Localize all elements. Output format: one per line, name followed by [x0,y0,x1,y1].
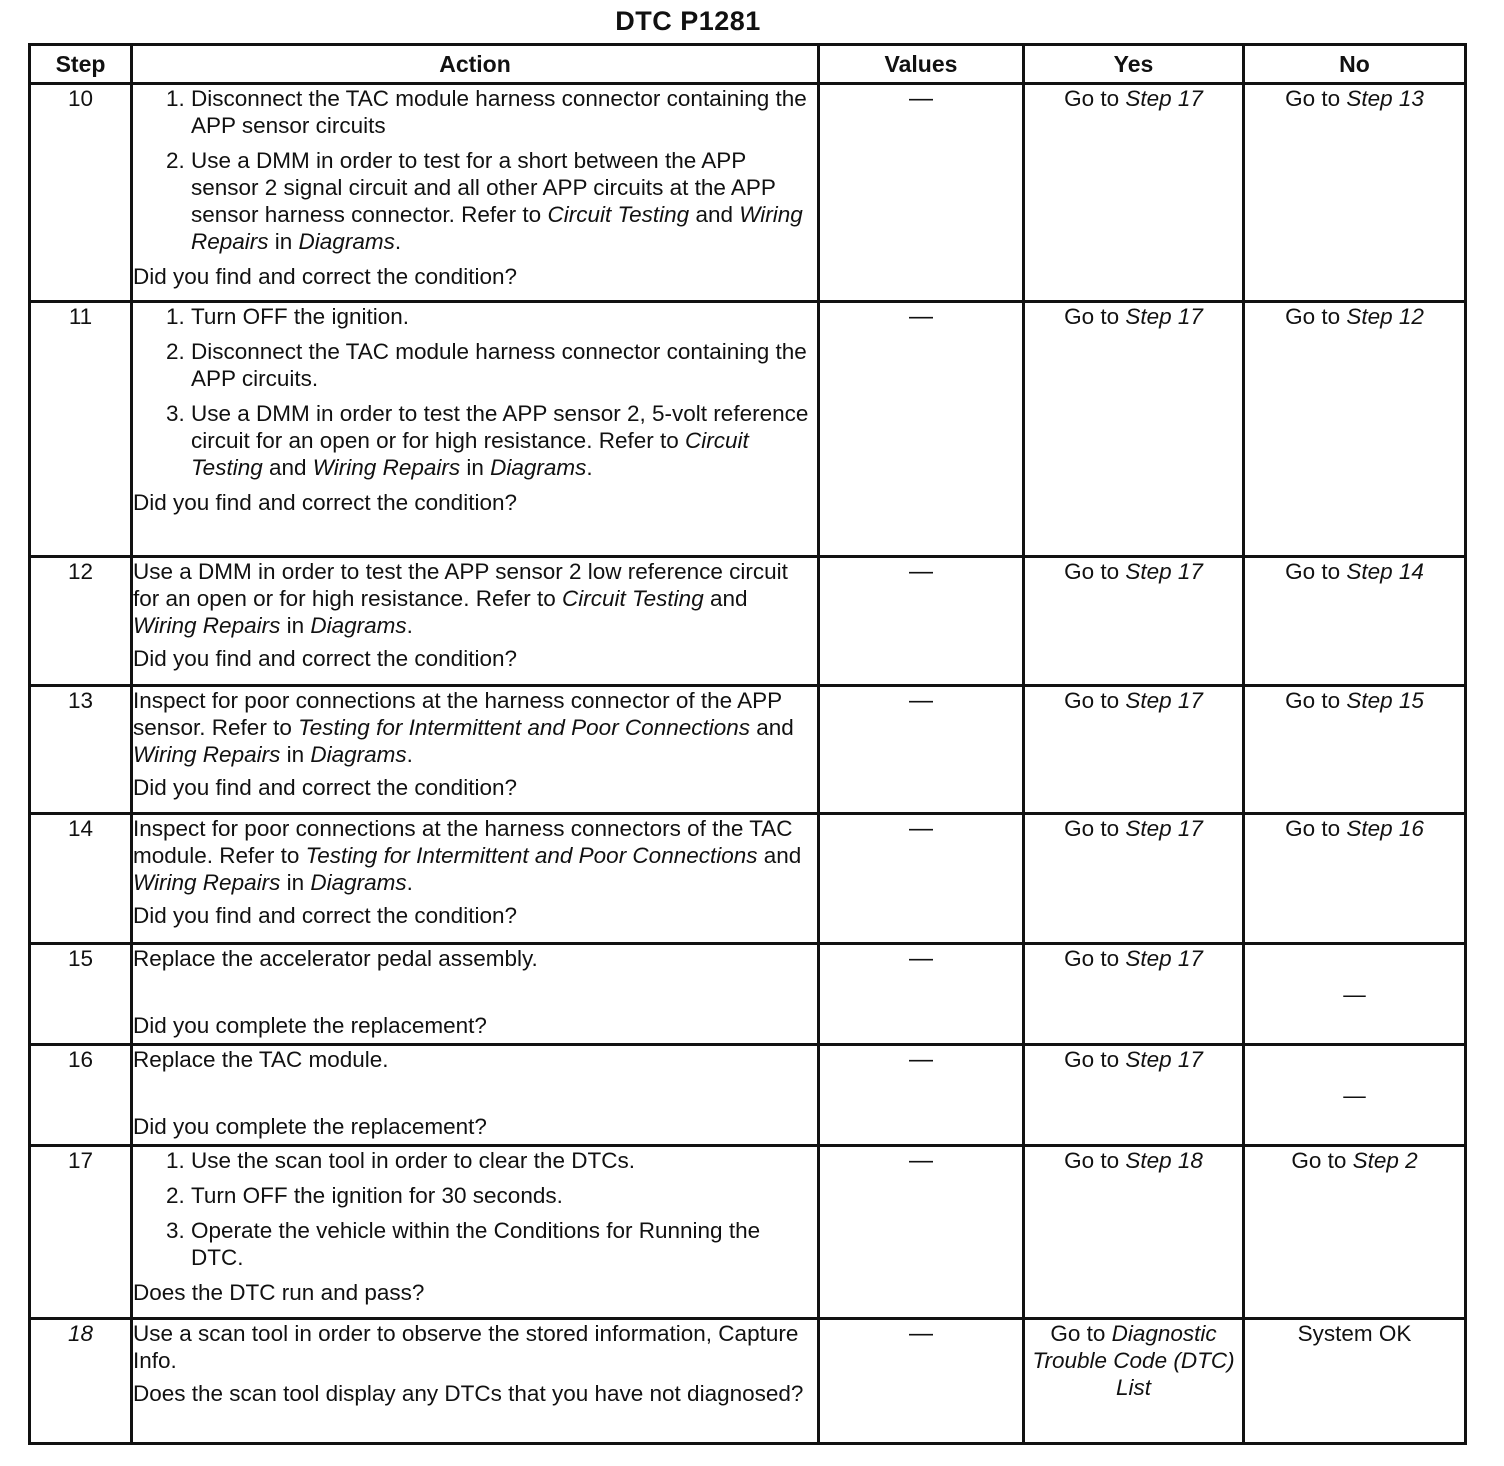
values-cell: — [819,814,1024,944]
list-item: 2. Turn OFF the ignition for 30 seconds. [191,1182,817,1209]
list-item: 2. Use a DMM in order to test for a short between the APP sensor 2 signal circuit and all other APP circuits at the APP sensor harness connector. Refer to Circuit Testing and Wiring Repairs in Diagrams. [191,147,817,255]
no-cell: Go to Step 14 [1244,557,1466,686]
no-cell: Go to Step 12 [1244,302,1466,557]
yes-cell: Go to Diagnostic Trouble Code (DTC) List [1024,1319,1244,1444]
step-number: 13 [30,686,132,814]
values-cell: — [819,302,1024,557]
header-action: Action [132,45,819,84]
action-text: Use a scan tool in order to observe the stored information, Capture Info. [133,1321,799,1373]
yes-cell: Go to Step 17 [1024,944,1244,1045]
step-number: 11 [30,302,132,557]
action-cell [132,557,819,686]
step-number: 17 [30,1146,132,1319]
list-item: 3. Operate the vehicle within the Conditions for Running the DTC. [191,1217,817,1271]
values-cell: — [819,686,1024,814]
header-yes: Yes [1024,45,1244,84]
header-step: Step [30,45,132,84]
action-question: Did you find and correct the condition? [133,646,517,671]
action-question: Did you complete the replacement? [133,1114,487,1139]
diagnostic-table [28,43,1467,1445]
action-question: Did you find and correct the condition? [133,490,517,515]
action-cell [132,686,819,814]
action-cell [132,1045,819,1146]
yes-cell: Go to Step 17 [1024,686,1244,814]
yes-cell: Go to Step 18 [1024,1146,1244,1319]
values-cell: — [819,557,1024,686]
table-row [30,1045,1466,1146]
action-question: Did you find and correct the condition? [133,903,517,928]
table-row [30,302,1466,557]
no-cell: Go to Step 15 [1244,686,1466,814]
list-item: 1. Turn OFF the ignition. [191,303,817,330]
table-row [30,1319,1466,1444]
values-cell: — [819,1319,1024,1444]
values-cell: — [819,1045,1024,1146]
action-question: Does the scan tool display any DTCs that you have not diagnosed? [133,1381,804,1406]
header-no: No [1244,45,1466,84]
action-text: Inspect for poor connections at the harness connectors of the TAC module. Refer to Testing for Intermittent and Poor Connections and Wiring Repairs in Diagrams. [133,816,802,895]
header-values: Values [819,45,1024,84]
list-item: 1. Use the scan tool in order to clear the DTCs. [191,1147,817,1174]
yes-cell: Go to Step 17 [1024,302,1244,557]
yes-cell: Go to Step 17 [1024,557,1244,686]
header-row [30,45,1466,84]
step-number: 16 [30,1045,132,1146]
action-cell [132,944,819,1045]
values-cell: — [819,944,1024,1045]
action-text: Inspect for poor connections at the harness connector of the APP sensor. Refer to Testing for Intermittent and Poor Connections and Wiring Repairs in Diagrams. [133,688,794,767]
list-item: 2. Disconnect the TAC module harness connector containing the APP circuits. [191,338,817,392]
no-cell: Go to Step 13 [1244,84,1466,302]
step-number: 10 [30,84,132,302]
yes-cell: Go to Step 17 [1024,1045,1244,1146]
step-number: 15 [30,944,132,1045]
no-cell: Go to Step 2 [1244,1146,1466,1319]
action-question: Did you complete the replacement? [133,1013,487,1038]
step-number: 14 [30,814,132,944]
table-row [30,1146,1466,1319]
step-number: 12 [30,557,132,686]
values-cell: — [819,1146,1024,1319]
page-title: DTC P1281 [615,6,761,36]
action-question: Does the DTC run and pass? [133,1280,425,1305]
table-row [30,84,1466,302]
action-cell [132,1319,819,1444]
table-row [30,557,1466,686]
table-row [30,814,1466,944]
action-text: Use a DMM in order to test the APP sensor 2 low reference circuit for an open or for high resistance. Refer to Circuit Testing and Wiring Repairs in Diagrams. [133,559,788,638]
action-text: Replace the TAC module. [133,1047,389,1072]
yes-cell: Go to Step 17 [1024,814,1244,944]
no-cell: Go to Step 16 [1244,814,1466,944]
action-cell [132,84,819,302]
no-cell: — [1244,1045,1466,1146]
step-number: 18 [30,1319,132,1444]
action-list [133,1147,817,1271]
action-question: Did you find and correct the condition? [133,775,517,800]
action-text: Replace the accelerator pedal assembly. [133,946,538,971]
table-row [30,686,1466,814]
table-row [30,944,1466,1045]
action-list [133,85,817,255]
action-cell [132,814,819,944]
list-item: 3. Use a DMM in order to test the APP sensor 2, 5-volt reference circuit for an open or for high resistance. Refer to Circuit Testing and Wiring Repairs in Diagrams. [191,400,817,481]
no-cell: — [1244,944,1466,1045]
no-cell: System OK [1244,1319,1466,1444]
action-cell [132,302,819,557]
action-list [133,303,817,481]
list-item: 1. Disconnect the TAC module harness connector containing the APP sensor circuits [191,85,817,139]
values-cell: — [819,84,1024,302]
yes-cell: Go to Step 17 [1024,84,1244,302]
action-question: Did you find and correct the condition? [133,264,517,289]
action-cell [132,1146,819,1319]
